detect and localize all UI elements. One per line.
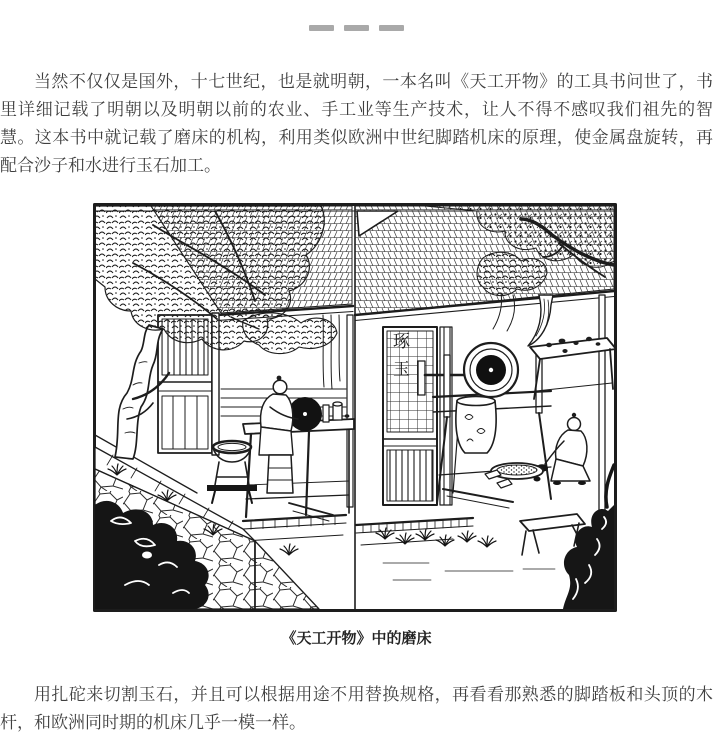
basin	[213, 441, 251, 453]
plate-label-char-1: 琢	[393, 332, 410, 351]
plate-label-char-2: 玉	[393, 360, 410, 379]
separator-dash	[379, 25, 404, 31]
separator-dashes	[0, 0, 713, 31]
separator-dash	[309, 25, 334, 31]
paragraph-intro: 当然不仅仅是国外，十七世纪，也是就明朝，一本名叫《天工开物》的工具书问世了，书里详细记载了明朝以及明朝以前的农业、手工业等生产技术，让人不得不感叹我们祖先的智慧。这本书中就记载了磨床的机构，利用类似欧洲中世纪脚踏机床的原理，使金属盘旋转，再配合沙子和水进行玉石加工。	[0, 72, 713, 175]
woodcut-illustration	[93, 203, 617, 612]
paragraph-outro: 用扎砣来切割玉石，并且可以根据用途不用替换规格，再看看那熟悉的脚踏板和头顶的木杆，和欧洲同时期的机床几乎一模一样。	[0, 685, 713, 732]
veranda-post	[599, 295, 605, 521]
worker-right	[568, 418, 581, 431]
worker-left	[273, 380, 287, 394]
separator-dash	[344, 25, 369, 31]
water-vat	[456, 401, 496, 453]
figure-caption: 《天工开物》中的磨床	[281, 630, 432, 647]
woodcut-figure	[93, 203, 617, 612]
